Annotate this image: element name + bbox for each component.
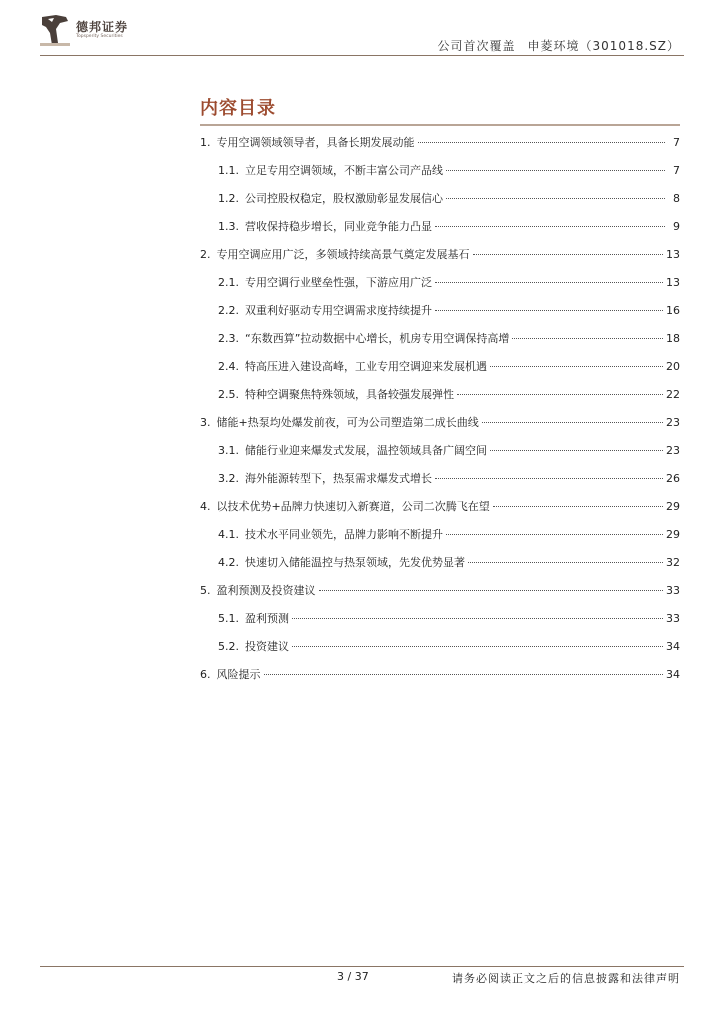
toc-entry-page: 29 bbox=[666, 528, 680, 541]
toc-entry-page: 22 bbox=[666, 388, 680, 401]
toc-entry-title: 双重利好驱动专用空调需求度持续提升 bbox=[245, 304, 432, 317]
toc-entry-title: “东数西算”拉动数据中心增长，机房专用空调保持高增 bbox=[245, 332, 510, 345]
toc-entry-page: 32 bbox=[666, 556, 680, 569]
toc-entry-number: 1. bbox=[200, 136, 211, 149]
toc-entry-page: 23 bbox=[666, 416, 680, 429]
logo-english-name: Topsperity Securities bbox=[76, 34, 123, 39]
header-divider bbox=[40, 55, 684, 56]
toc-dot-leader bbox=[446, 534, 663, 535]
toc-entry-number: 2.3. bbox=[218, 332, 239, 345]
toc-entry-number: 5.2. bbox=[218, 640, 239, 653]
toc-entry[interactable] bbox=[200, 302, 680, 330]
toc-entry-title: 专用空调应用广泛，多领域持续高景气奠定发展基石 bbox=[216, 248, 470, 261]
toc-entry-page: 7 bbox=[673, 164, 680, 177]
toc-entry-number: 5.1. bbox=[218, 612, 239, 625]
table-of-contents bbox=[200, 134, 680, 694]
logo-chinese-name: 德邦证券 bbox=[76, 20, 129, 34]
toc-entry[interactable] bbox=[200, 498, 680, 526]
toc-entry-title: 公司控股权稳定，股权激励彰显发展信心 bbox=[245, 192, 443, 205]
toc-entry-number: 1.2. bbox=[218, 192, 239, 205]
toc-dot-leader bbox=[490, 366, 663, 367]
toc-entry-title: 快速切入储能温控与热泵领域，先发优势显著 bbox=[245, 556, 465, 569]
toc-dot-leader bbox=[512, 338, 663, 339]
toc-entry-page: 13 bbox=[666, 276, 680, 289]
toc-dot-leader bbox=[446, 198, 665, 199]
toc-entry-number: 3.2. bbox=[218, 472, 239, 485]
toc-entry-number: 2.1. bbox=[218, 276, 239, 289]
toc-dot-leader bbox=[435, 478, 663, 479]
toc-entry-title: 盈利预测 bbox=[245, 612, 289, 625]
toc-entry-page: 26 bbox=[666, 472, 680, 485]
toc-entry[interactable] bbox=[200, 526, 680, 554]
toc-entry[interactable] bbox=[200, 638, 680, 666]
toc-dot-leader bbox=[473, 254, 664, 255]
toc-entry-page: 18 bbox=[666, 332, 680, 345]
legal-disclaimer: 请务必阅读正文之后的信息披露和法律声明 bbox=[452, 972, 680, 985]
toc-entry-title: 专用空调领域领导者，具备长期发展动能 bbox=[216, 136, 415, 149]
toc-dot-leader bbox=[468, 562, 663, 563]
toc-entry-number: 4.1. bbox=[218, 528, 239, 541]
toc-dot-leader bbox=[490, 450, 663, 451]
horse-logo-icon bbox=[40, 13, 70, 47]
report-header-info bbox=[438, 37, 680, 54]
toc-entry[interactable] bbox=[200, 442, 680, 470]
toc-entry-page: 9 bbox=[673, 220, 680, 233]
toc-entry-title: 风险提示 bbox=[216, 668, 261, 681]
toc-dot-leader bbox=[493, 506, 663, 507]
toc-dot-leader bbox=[435, 282, 663, 283]
toc-entry-number: 1.1. bbox=[218, 164, 239, 177]
toc-entry[interactable] bbox=[200, 330, 680, 358]
toc-entry-page: 16 bbox=[666, 304, 680, 317]
toc-entry[interactable] bbox=[200, 190, 680, 218]
footer-divider bbox=[40, 966, 684, 967]
toc-dot-leader bbox=[435, 310, 663, 311]
toc-dot-leader bbox=[292, 618, 663, 619]
toc-dot-leader bbox=[457, 394, 663, 395]
page-number: 3 / 37 bbox=[337, 970, 369, 983]
toc-entry-number: 2.2. bbox=[218, 304, 239, 317]
toc-entry-number: 2.5. bbox=[218, 388, 239, 401]
toc-dot-leader bbox=[292, 646, 663, 647]
toc-entry-page: 33 bbox=[666, 612, 680, 625]
toc-dot-leader bbox=[482, 422, 663, 423]
toc-entry-number: 5. bbox=[200, 584, 211, 597]
toc-entry-page: 29 bbox=[666, 500, 680, 513]
toc-entry-number: 6. bbox=[200, 668, 211, 681]
toc-entry[interactable] bbox=[200, 554, 680, 582]
toc-entry-number: 3. bbox=[200, 416, 211, 429]
toc-entry-title: 盈利预测及投资建议 bbox=[216, 584, 316, 597]
toc-entry-page: 33 bbox=[666, 584, 680, 597]
toc-entry[interactable] bbox=[200, 610, 680, 638]
company-logo bbox=[40, 13, 128, 47]
toc-entry-title: 立足专用空调领域，不断丰富公司产品线 bbox=[245, 164, 443, 177]
report-type: 公司首次覆盖 bbox=[437, 39, 516, 53]
toc-entry[interactable] bbox=[200, 582, 680, 610]
toc-entry-page: 7 bbox=[673, 136, 680, 149]
toc-entry-title: 技术水平同业领先，品牌力影响不断提升 bbox=[245, 528, 443, 541]
toc-entry-page: 34 bbox=[666, 668, 680, 681]
toc-dot-leader bbox=[319, 590, 664, 591]
toc-entry-title: 特高压进入建设高峰，工业专用空调迎来发展机遇 bbox=[245, 360, 487, 373]
toc-entry-page: 13 bbox=[666, 248, 680, 261]
toc-entry[interactable] bbox=[200, 358, 680, 386]
company-name: 申菱环境（301018.SZ） bbox=[527, 39, 680, 53]
toc-entry[interactable] bbox=[200, 470, 680, 498]
toc-entry-page: 23 bbox=[666, 444, 680, 457]
toc-entry[interactable] bbox=[200, 134, 680, 162]
toc-entry-title: 海外能源转型下，热泵需求爆发式增长 bbox=[245, 472, 432, 485]
toc-dot-leader bbox=[264, 674, 664, 675]
toc-title: 内容目录 bbox=[200, 98, 276, 119]
toc-entry[interactable] bbox=[200, 162, 680, 190]
toc-entry-number: 3.1. bbox=[218, 444, 239, 457]
toc-entry[interactable] bbox=[200, 666, 680, 694]
toc-dot-leader bbox=[418, 142, 666, 143]
toc-entry-title: 特种空调聚焦特殊领域，具备较强发展弹性 bbox=[245, 388, 454, 401]
toc-entry[interactable] bbox=[200, 218, 680, 246]
toc-entry-title: 以技术优势+品牌力快速切入新赛道，公司二次腾飞在望 bbox=[216, 500, 490, 513]
toc-entry-number: 4. bbox=[200, 500, 211, 513]
toc-entry-title: 营收保持稳步增长，同业竞争能力凸显 bbox=[245, 220, 432, 233]
toc-entry-title: 储能+热泵均处爆发前夜，可为公司塑造第二成长曲线 bbox=[216, 416, 479, 429]
toc-entry[interactable] bbox=[200, 274, 680, 302]
toc-entry-title: 专用空调行业壁垒性强，下游应用广泛 bbox=[245, 276, 432, 289]
toc-entry-page: 20 bbox=[666, 360, 680, 373]
toc-entry-number: 1.3. bbox=[218, 220, 239, 233]
toc-entry[interactable] bbox=[200, 246, 680, 274]
toc-entry-number: 4.2. bbox=[218, 556, 239, 569]
toc-title-rule bbox=[200, 124, 680, 126]
toc-dot-leader bbox=[446, 170, 665, 171]
toc-entry-number: 2.4. bbox=[218, 360, 239, 373]
toc-dot-leader bbox=[435, 226, 665, 227]
toc-entry[interactable] bbox=[200, 414, 680, 442]
toc-entry-title: 储能行业迎来爆发式发展，温控领域具备广阔空间 bbox=[245, 444, 487, 457]
toc-entry-page: 34 bbox=[666, 640, 680, 653]
toc-entry[interactable] bbox=[200, 386, 680, 414]
toc-entry-number: 2. bbox=[200, 248, 211, 261]
toc-entry-title: 投资建议 bbox=[245, 640, 289, 653]
toc-entry-page: 8 bbox=[673, 192, 680, 205]
